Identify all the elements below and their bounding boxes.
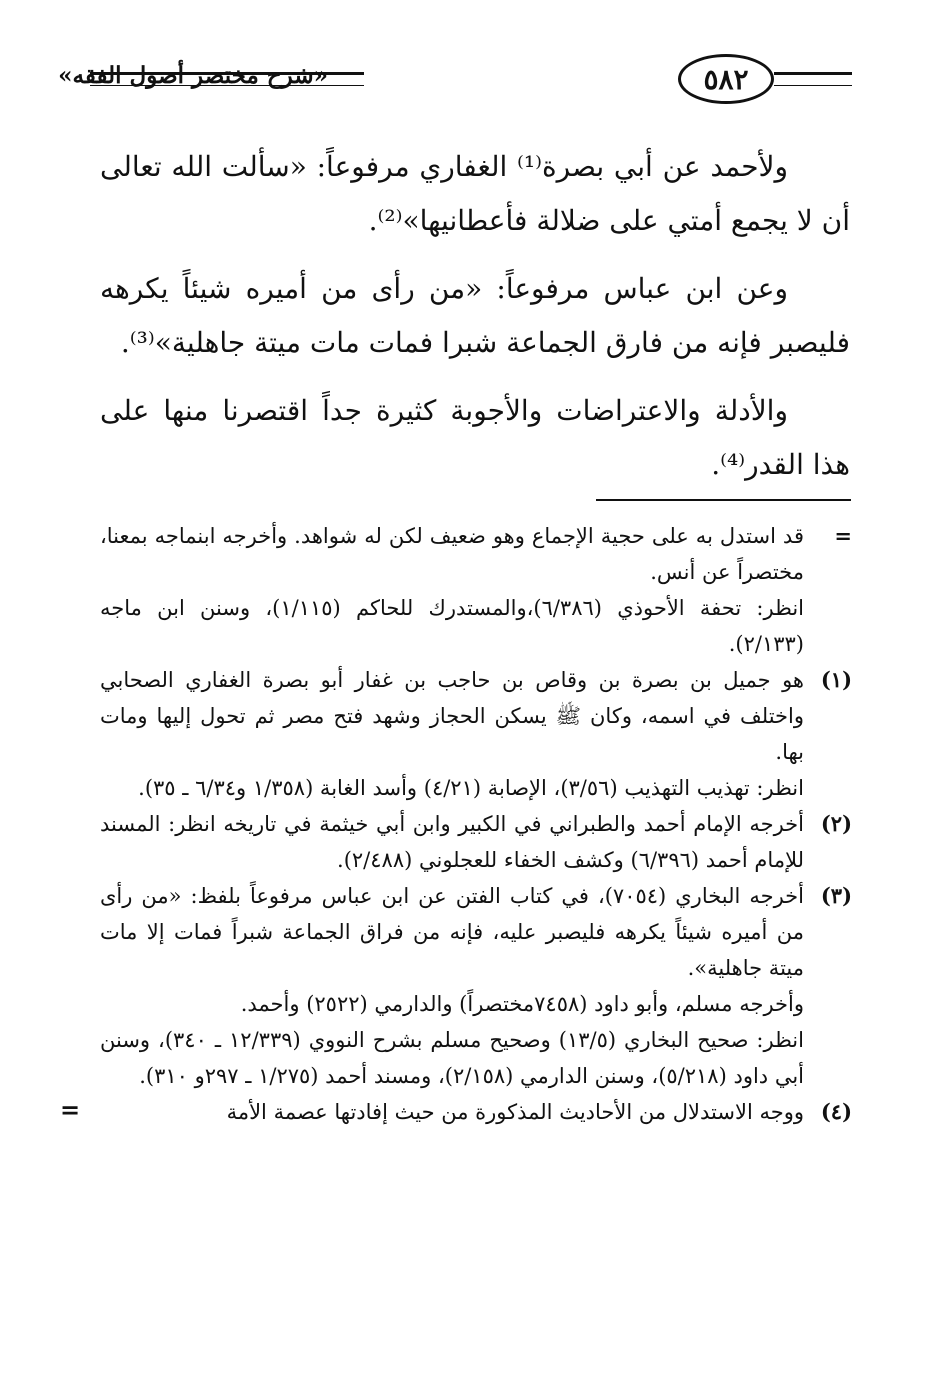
footnote-line: وأخرجه مسلم، وأبو داود (٧٤٥٨مختصراً) والدارمي (٢٥٢٢) وأحمد. [240,992,804,1016]
footnote-line: أخرجه الإمام أحمد والطبراني في الكبير وابن أبي خيثمة في تاريخه انظر: المسند للإمام أحمد (٦/٣٩٦) وكشف الخفاء للعجلوني (٢/٤٨٨). [100,812,804,872]
body-paragraph: وعن ابن عباس مرفوعاً: «من رأى من أميره شيئاً يكرهه فليصبر فإنه من فارق الجماعة شبرا فمات مات ميتة جاهلية»⁽³⁾. [100,272,850,359]
footnotes [60,518,852,1130]
footnote-line: قد استدل به على حجية الإجماع وهو ضعيف لكن له شواهد. وأخرجه ابنماجه بمعنا، مختصراً عن أنس. [100,524,804,584]
footnote-mark: (٣) [820,883,852,908]
footnote-mark: = [834,523,852,548]
footnote-mark: (١) [820,667,852,692]
footnote-line: انظر: تحفة الأحوذي (٦/٣٨٦)،والمستدرك للحاكم (١/١١٥)، وسنن ابن ماجه (٢/١٣٣). [100,596,804,656]
footnote-1 [100,662,852,806]
footnote-mark: (٢) [820,811,852,836]
main-text [100,140,850,506]
footnote-separator [596,499,851,501]
header-rule-right [774,72,852,86]
footnote-line: انظر: تهذيب التهذيب (٣/٥٦)، الإصابة (٤/٢١) وأسد الغابة (١/٣٥٨ و٦/٣٤ ـ ٣٥). [138,776,804,800]
footnote-2 [100,806,852,878]
footnote-continued [100,518,852,662]
footnote-line: هو جميل بن بصرة بن وقاص بن حاجب بن غفار أبو بصرة الغفاري الصحابي واختلف في اسمه، وكان ﷺ يسكن الحجاز وشهد فتح مصر ثم تحول إليها ومات بها. [100,668,804,764]
footnote-4 [60,1094,852,1130]
page-number: ٥٨٢ [678,54,774,104]
running-title: «شرح مختصر أصول الفقه» [58,62,328,89]
page-header [58,50,850,106]
footnote-line: ووجه الاستدلال من الأحاديث المذكورة من حيث إفادتها عصمة الأمة [226,1100,804,1124]
footnote-mark: (٤) [820,1099,852,1124]
footnote-3 [100,878,852,1094]
body-paragraph: والأدلة والاعتراضات والأجوبة كثيرة جداً اقتصرنا منها على هذا القدر⁽⁴⁾. [100,394,850,481]
continuation-mark: = [60,1095,81,1124]
body-paragraph: ولأحمد عن أبي بصرة⁽¹⁾ الغفاري مرفوعاً: «سألت الله تعالى أن لا يجمع أمتي على ضلالة فأعطانيها»⁽²⁾. [100,150,850,237]
footnote-line: انظر: صحيح البخاري (١٣/٥) وصحيح مسلم بشرح النووي (١٢/٣٣٩ ـ ٣٤٠)، وسنن أبي داود (٥/٢١٨)، وسنن الدارمي (٢/١٥٨)، ومسند أحمد (١/٢٧٥ ـ ٢٩٧و ٣١٠). [100,1028,804,1088]
footnote-line: أخرجه البخاري (٧٠٥٤)، في كتاب الفتن عن ابن عباس مرفوعاً بلفظ: «من رأى من أميره شيئاً يكرهه فليصبر عليه، فإنه من فراق الجماعة شبراً فمات إلا مات ميتة جاهلية». [100,884,804,980]
